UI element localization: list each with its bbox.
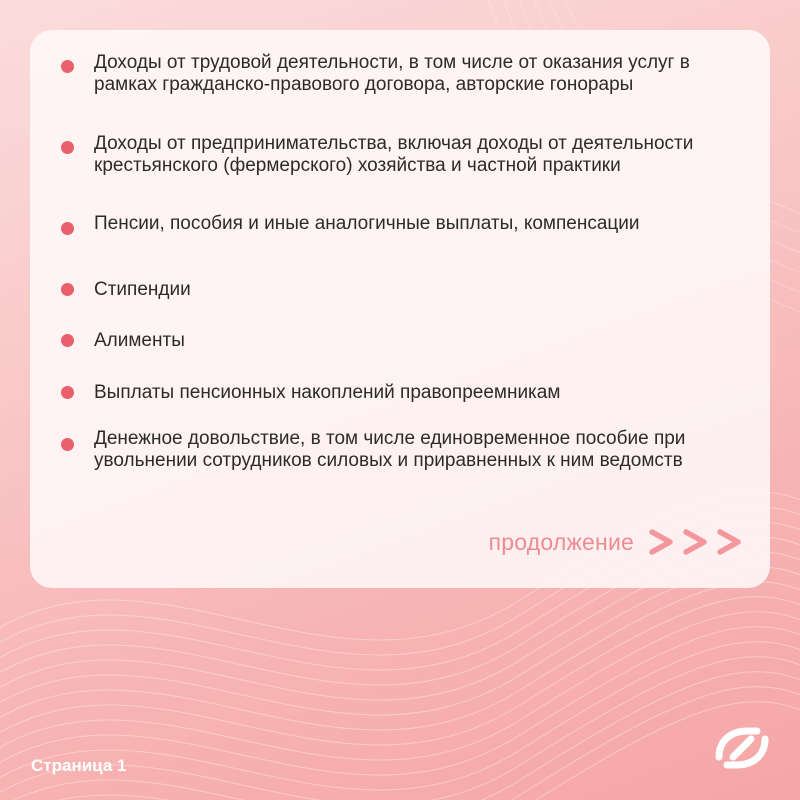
content-card [30, 30, 770, 588]
list-item-text: Денежное довольствие, в том числе единовременное пособие при увольнении сотрудников силовых и приравненных к ним ведомств [94, 428, 686, 471]
bullet-icon [61, 283, 74, 296]
sfr-logo-icon [711, 717, 773, 779]
continue-label: продолжение [488, 528, 634, 555]
list-item-text: Алименты [94, 330, 185, 351]
continue-indicator[interactable] [489, 527, 748, 557]
bullet-icon [61, 60, 74, 73]
list-item-text: Выплаты пенсионных накоплений правопреемникам [94, 382, 561, 403]
list-item-text: Доходы от трудовой деятельности, в том числе от оказания услуг в рамках гражданско-правового договора, авторские гонорары [94, 52, 690, 95]
triple-chevron-right-icon [648, 527, 748, 557]
list-item-text: Пенсии, пособия и иные аналогичные выплаты, компенсации [94, 213, 640, 234]
bullet-icon [61, 334, 74, 347]
bullet-icon [61, 386, 74, 399]
list-item-text: Доходы от предпринимательства, включая доходы от деятельности крестьянского (фермерского) хозяйства и частной практики [94, 133, 694, 176]
bullet-icon [61, 222, 74, 235]
list-item-text: Стипендии [94, 279, 191, 300]
bullet-icon [61, 141, 74, 154]
bullet-icon [61, 438, 74, 451]
page-number: Страница 1 [31, 756, 127, 775]
